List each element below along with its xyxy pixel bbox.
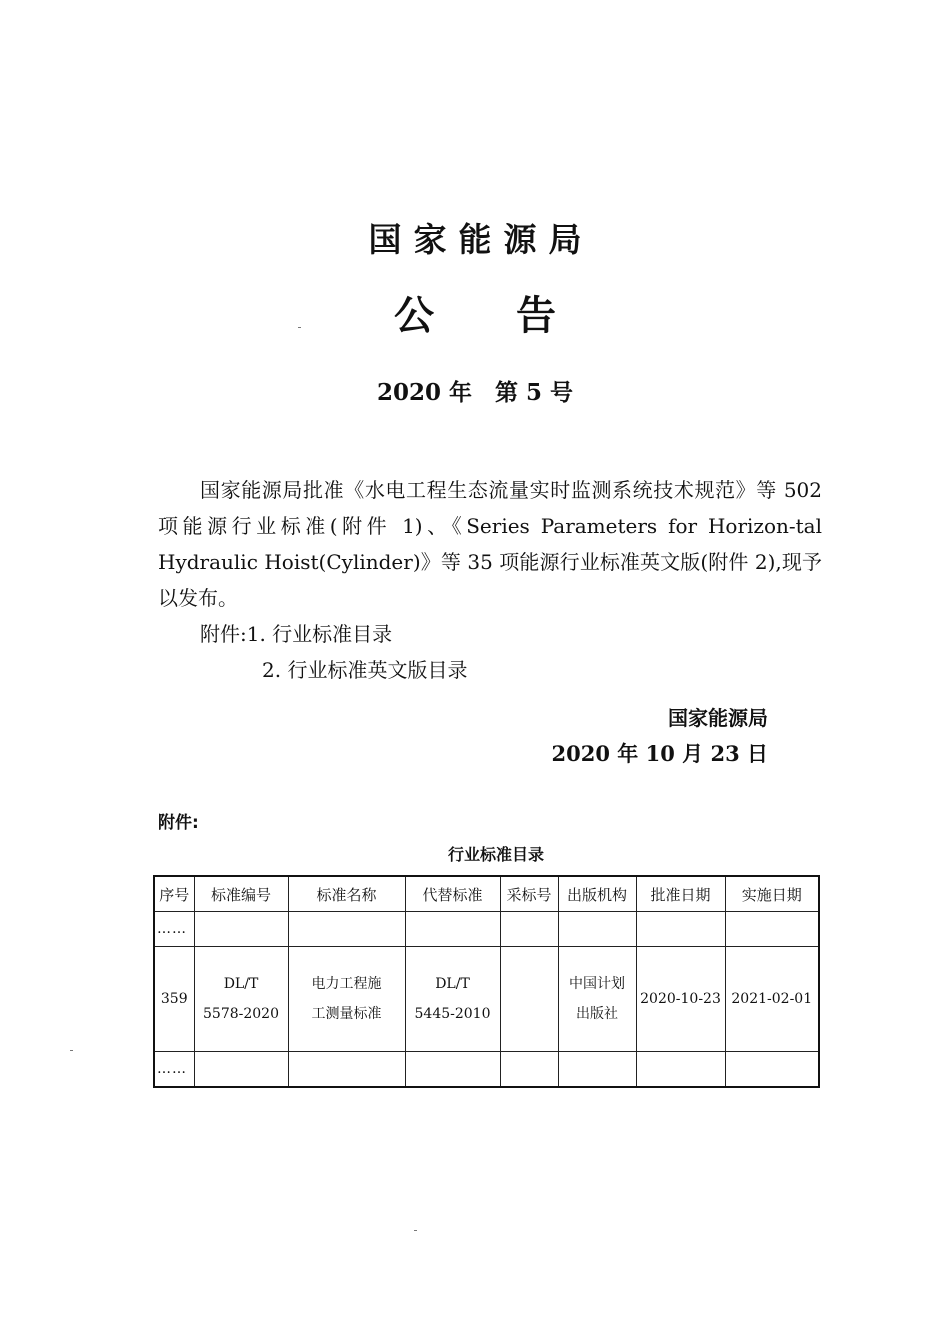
cell-publisher [558, 947, 636, 1052]
table-row [154, 947, 819, 1052]
scan-speck [414, 1230, 417, 1231]
column-header-code: 标准编号 [194, 876, 288, 912]
notice-paragraph: 国家能源局批准《水电工程生态流量实时监测系统技术规范》等 502 项能源行业标准(附件 1)、《Series Parameters for Horizon-tal Hydraulic Hoist(Cylinder)》等 35 项能源行业标准英文版(附件 2),现予以发布。 [158, 478, 822, 610]
scan-speck [70, 1050, 73, 1051]
table-title: 行业标准目录 [447, 845, 544, 864]
document-type: 公 告 [394, 293, 590, 339]
standards-table [153, 875, 820, 1088]
document-number: 2020 年 第 5 号 [376, 379, 574, 406]
column-header-approval: 批准日期 [636, 876, 725, 912]
cell-name [288, 947, 405, 1052]
ellipsis-cell: …… [154, 912, 194, 947]
column-header-name: 标准名称 [288, 876, 405, 912]
column-header-publisher: 出版机构 [558, 876, 636, 912]
cell-publisher-line1: 中国计划 [569, 976, 625, 992]
column-header-effective: 实施日期 [725, 876, 819, 912]
column-header-seq: 序号 [154, 876, 194, 912]
cell-replaced-line1: DL/T [435, 976, 470, 992]
table-row-ellipsis-top [154, 912, 819, 947]
cell-effective-date: 2021-02-01 [725, 947, 819, 1052]
scan-speck [298, 327, 301, 328]
table-header-row [154, 876, 819, 912]
cell-publisher-line2: 出版社 [576, 1006, 618, 1022]
notice-body [158, 472, 822, 616]
attachment-item-1: 附件:1. 行业标准目录 [200, 622, 393, 646]
attachment-item-2: 2. 行业标准英文版目录 [262, 658, 468, 682]
cell-name-line1: 电力工程施 [311, 976, 382, 992]
ellipsis-cell: …… [154, 1052, 194, 1088]
cell-adopted [500, 947, 558, 1052]
issuer-name: 国家能源局 [668, 706, 768, 730]
cell-approval-date: 2020-10-23 [636, 947, 725, 1052]
cell-name-line2: 工测量标准 [311, 1006, 382, 1022]
cell-code-line2: 5578-2020 [203, 1006, 279, 1022]
column-header-adopted: 采标号 [500, 876, 558, 912]
column-header-replaced: 代替标准 [405, 876, 500, 912]
cell-replaced [405, 947, 500, 1052]
annex-label: 附件: [158, 813, 199, 833]
cell-code [194, 947, 288, 1052]
issue-date: 2020 年 10 月 23 日 [551, 741, 768, 766]
table-row-ellipsis-bottom [154, 1052, 819, 1088]
agency-title: 国家能源局 [368, 220, 594, 259]
cell-code-line1: DL/T [223, 976, 259, 992]
cell-replaced-line2: 5445-2010 [414, 1006, 491, 1022]
cell-seq: 359 [154, 947, 194, 1052]
